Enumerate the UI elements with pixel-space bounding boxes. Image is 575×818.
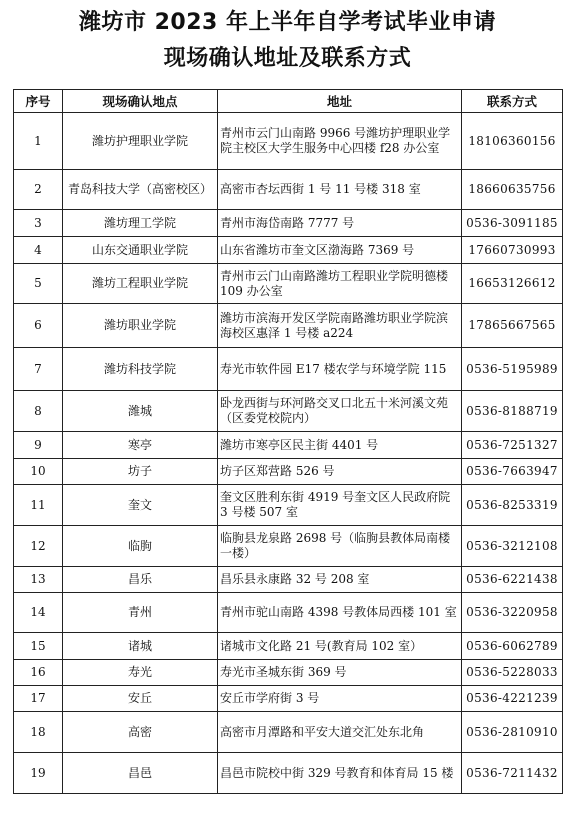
row-site: 安丘 — [63, 686, 218, 712]
row-no: 8 — [14, 391, 63, 432]
row-no: 17 — [14, 686, 63, 712]
row-address: 诸城市文化路 21 号(教育局 102 室） — [218, 633, 462, 660]
row-address: 青州市云门山南路潍坊工程职业学院明德楼 109 办公室 — [218, 264, 462, 304]
table-row — [14, 526, 563, 567]
row-no: 9 — [14, 432, 63, 459]
row-address: 昌邑市院校中街 329 号教育和体育局 15 楼 — [218, 753, 462, 794]
row-phone: 16653126612 — [462, 264, 563, 304]
table-row — [14, 712, 563, 753]
table-row — [14, 567, 563, 593]
row-site: 高密 — [63, 712, 218, 753]
header-no: 序号 — [14, 90, 63, 113]
header-contact: 联系方式 — [462, 90, 563, 113]
row-no: 6 — [14, 304, 63, 348]
row-phone: 0536-7251327 — [462, 432, 563, 459]
row-phone: 0536-4221239 — [462, 686, 563, 712]
row-address: 潍坊市寒亭区民主街 4401 号 — [218, 432, 462, 459]
row-address: 寿光市圣城东街 369 号 — [218, 660, 462, 686]
row-address: 卧龙西街与环河路交叉口北五十米河溪文苑（区委党校院内） — [218, 391, 462, 432]
row-no: 15 — [14, 633, 63, 660]
table-row — [14, 633, 563, 660]
row-phone: 0536-3212108 — [462, 526, 563, 567]
row-site: 寿光 — [63, 660, 218, 686]
row-site: 潍坊理工学院 — [63, 210, 218, 237]
row-address: 安丘市学府街 3 号 — [218, 686, 462, 712]
row-no: 18 — [14, 712, 63, 753]
table-row — [14, 593, 563, 633]
row-phone: 0536-8188719 — [462, 391, 563, 432]
table-row — [14, 304, 563, 348]
row-site: 昌邑 — [63, 753, 218, 794]
row-site: 诸城 — [63, 633, 218, 660]
row-phone: 0536-6062789 — [462, 633, 563, 660]
header-address: 地址 — [218, 90, 462, 113]
row-phone: 0536-5228033 — [462, 660, 563, 686]
row-no: 19 — [14, 753, 63, 794]
row-site: 山东交通职业学院 — [63, 237, 218, 264]
row-address: 青州市驼山南路 4398 号教体局西楼 101 室 — [218, 593, 462, 633]
row-no: 10 — [14, 459, 63, 485]
table-row — [14, 459, 563, 485]
row-phone: 17660730993 — [462, 237, 563, 264]
table-row — [14, 264, 563, 304]
row-no: 3 — [14, 210, 63, 237]
row-phone: 0536-3091185 — [462, 210, 563, 237]
row-site: 坊子 — [63, 459, 218, 485]
row-phone: 0536-5195989 — [462, 348, 563, 391]
row-no: 4 — [14, 237, 63, 264]
table-row — [14, 391, 563, 432]
page-title-line-2: 现场确认地址及联系方式 — [163, 46, 412, 71]
row-phone: 0536-6221438 — [462, 567, 563, 593]
header-site: 现场确认地点 — [63, 90, 218, 113]
row-address: 山东省潍坊市奎文区渤海路 7369 号 — [218, 237, 462, 264]
row-phone: 0536-8253319 — [462, 485, 563, 526]
table-row — [14, 485, 563, 526]
row-phone: 0536-3220958 — [462, 593, 563, 633]
address-table — [13, 89, 563, 794]
row-phone: 18106360156 — [462, 113, 563, 170]
table-row — [14, 170, 563, 210]
row-no: 1 — [14, 113, 63, 170]
row-address: 昌乐县永康路 32 号 208 室 — [218, 567, 462, 593]
row-site: 潍坊护理职业学院 — [63, 113, 218, 170]
row-site: 青岛科技大学（高密校区） — [63, 170, 218, 210]
table-row — [14, 210, 563, 237]
row-address: 青州市云门山南路 9966 号潍坊护理职业学院主校区大学生服务中心四楼 f28 办公室 — [218, 113, 462, 170]
row-address: 高密市杏坛西街 1 号 11 号楼 318 室 — [218, 170, 462, 210]
table-row — [14, 348, 563, 391]
row-site: 寒亭 — [63, 432, 218, 459]
row-address: 奎文区胜利东街 4919 号奎文区人民政府院 3 号楼 507 室 — [218, 485, 462, 526]
row-site: 临朐 — [63, 526, 218, 567]
row-address: 潍坊市滨海开发区学院南路潍坊职业学院滨海校区惠泽 1 号楼 a224 — [218, 304, 462, 348]
row-phone: 0536-7211432 — [462, 753, 563, 794]
row-site: 奎文 — [63, 485, 218, 526]
row-phone: 18660635756 — [462, 170, 563, 210]
row-address: 寿光市软件园 E17 楼农学与环境学院 115 — [218, 348, 462, 391]
row-address: 临朐县龙泉路 2698 号（临朐县教体局南楼一楼） — [218, 526, 462, 567]
table-row — [14, 660, 563, 686]
row-site: 青州 — [63, 593, 218, 633]
row-phone: 17865667565 — [462, 304, 563, 348]
row-site: 昌乐 — [63, 567, 218, 593]
row-phone: 0536-7663947 — [462, 459, 563, 485]
row-address: 高密市月潭路和平安大道交汇处东北角 — [218, 712, 462, 753]
table-row — [14, 753, 563, 794]
row-no: 12 — [14, 526, 63, 567]
row-no: 16 — [14, 660, 63, 686]
table-header-row — [14, 90, 563, 113]
row-address: 坊子区郑营路 526 号 — [218, 459, 462, 485]
row-site: 潍坊工程职业学院 — [63, 264, 218, 304]
row-no: 2 — [14, 170, 63, 210]
row-no: 13 — [14, 567, 63, 593]
page-title-line-1: 潍坊市 2023 年上半年自学考试毕业申请 — [78, 10, 497, 35]
row-address: 青州市海岱南路 7777 号 — [218, 210, 462, 237]
table-row — [14, 432, 563, 459]
row-no: 14 — [14, 593, 63, 633]
row-no: 5 — [14, 264, 63, 304]
table-row — [14, 113, 563, 170]
table-row — [14, 686, 563, 712]
table-row — [14, 237, 563, 264]
row-site: 潍坊科技学院 — [63, 348, 218, 391]
row-no: 7 — [14, 348, 63, 391]
row-site: 潍坊职业学院 — [63, 304, 218, 348]
row-site: 潍城 — [63, 391, 218, 432]
row-no: 11 — [14, 485, 63, 526]
row-phone: 0536-2810910 — [462, 712, 563, 753]
